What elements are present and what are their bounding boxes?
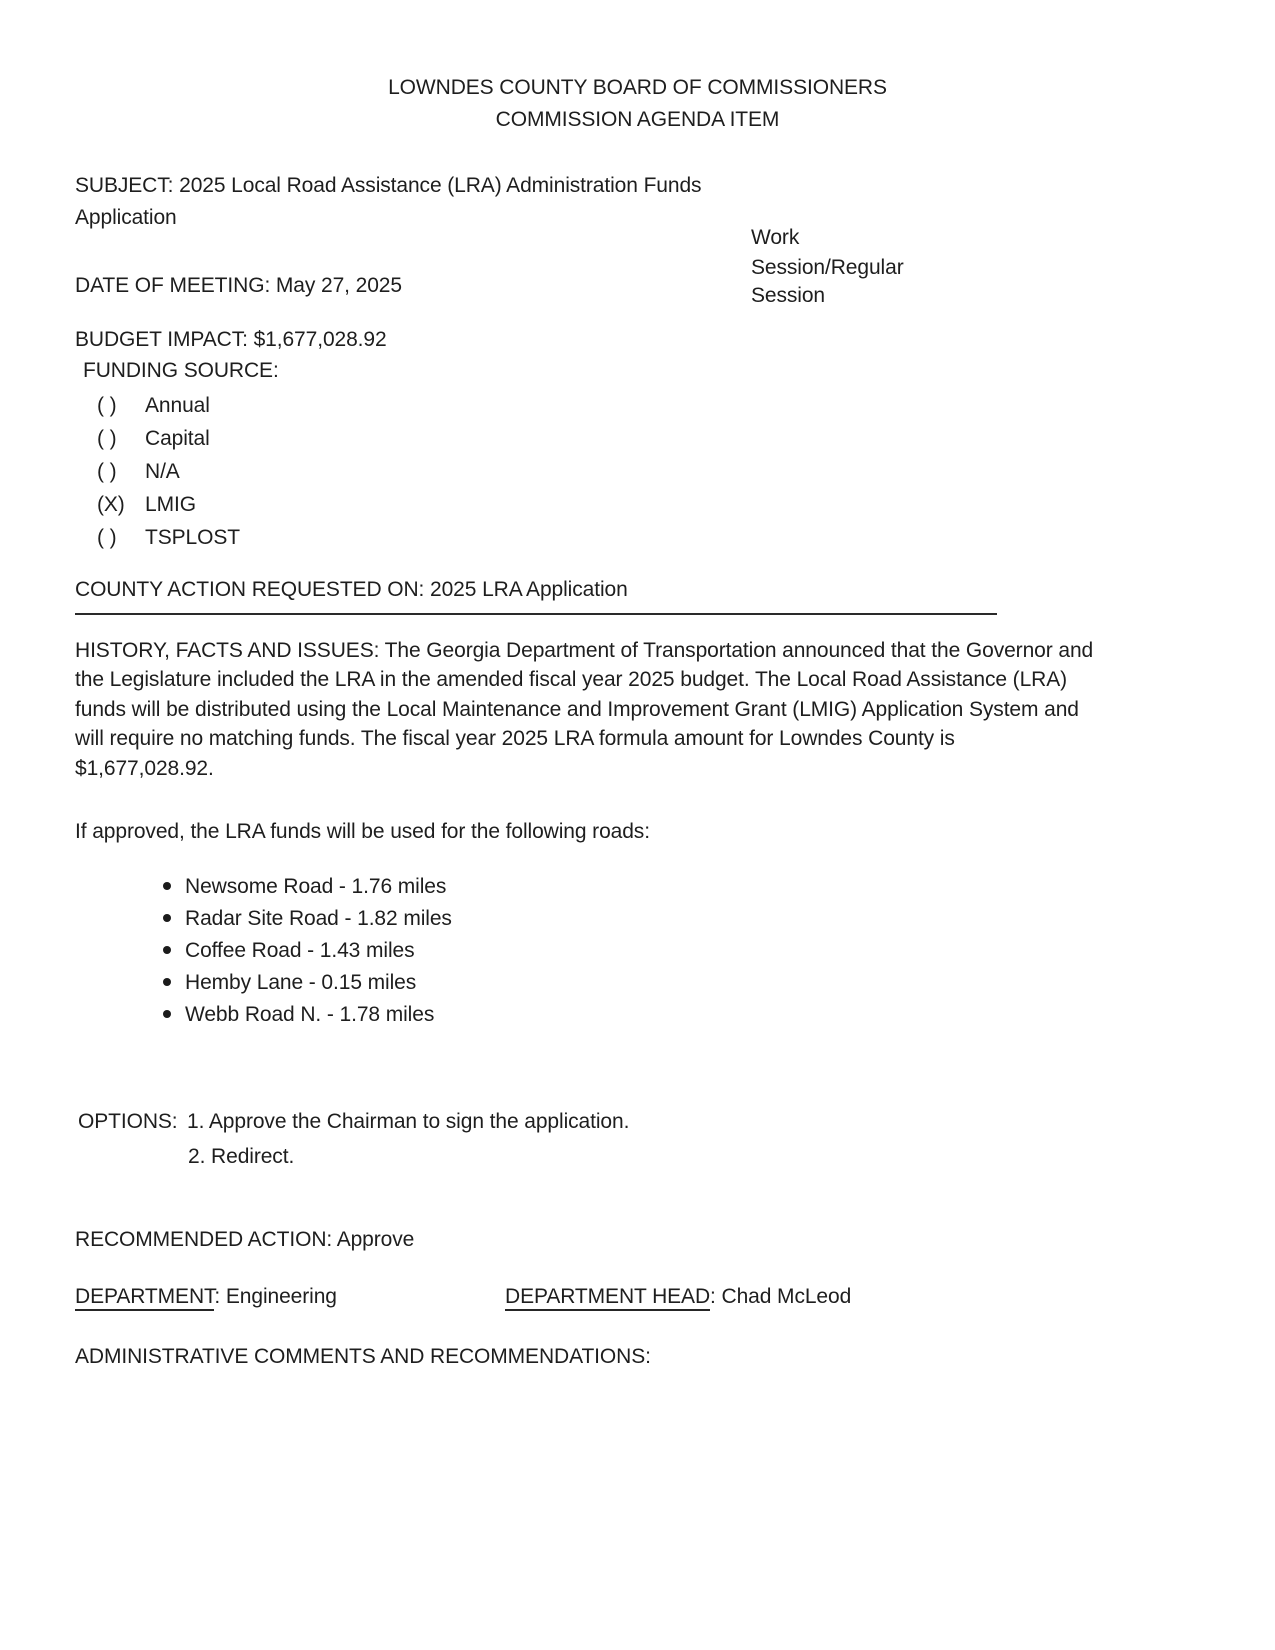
funding-option-capital [97,426,210,452]
county-action-requested: COUNTY ACTION REQUESTED ON: 2025 LRA Application [75,578,628,601]
bullet-icon [163,946,171,954]
road-item-text: Hemby Lane - 0.15 miles [185,971,417,994]
department-head-label: DEPARTMENT HEAD [505,1285,710,1311]
department-head-field [505,1284,851,1310]
checkbox-mark: ( ) [97,427,117,450]
department-value: : Engineering [214,1285,337,1308]
department-label: DEPARTMENT [75,1285,214,1311]
road-list-item [163,938,415,964]
road-list-item [163,970,416,996]
funding-source-label: FUNDING SOURCE: [83,359,279,382]
document-title-line1: LOWNDES COUNTY BOARD OF COMMISSIONERS [388,76,887,99]
history-paragraph-line5: $1,677,028.92. [75,757,214,780]
bullet-icon [163,914,171,922]
funding-option-label: Annual [145,394,210,417]
road-list-item [163,906,452,932]
road-item-text: Radar Site Road - 1.82 miles [185,907,452,930]
funding-option-na [97,459,180,485]
history-paragraph-line1: HISTORY, FACTS AND ISSUES: The Georgia Department of Transportation announced that the Governor and [75,639,1094,662]
administrative-comments-heading: ADMINISTRATIVE COMMENTS AND RECOMMENDATIONS: [75,1345,651,1368]
checkbox-mark: ( ) [97,526,117,549]
session-type-line1: Work [751,226,800,249]
subject-line1: SUBJECT: 2025 Local Road Assistance (LRA) Administration Funds [75,174,702,197]
bullet-icon [163,1010,171,1018]
road-item-text: Webb Road N. - 1.78 miles [185,1003,435,1026]
funding-option-annual [97,393,210,419]
funding-option-label: LMIG [145,493,196,516]
bullet-icon [163,882,171,890]
county-action-underline [75,613,997,615]
funding-option-label: Capital [145,427,210,450]
funding-option-tsplost [97,525,240,551]
history-paragraph-line4: will require no matching funds. The fiscal year 2025 LRA formula amount for Lowndes County is [75,727,955,750]
options-label: OPTIONS: [78,1110,178,1133]
road-item-text: Coffee Road - 1.43 miles [185,939,415,962]
bullet-icon [163,978,171,986]
date-of-meeting: DATE OF MEETING: May 27, 2025 [75,274,402,297]
session-type-line2: Session/Regular [751,256,904,279]
road-list-item [163,874,446,900]
funding-option-lmig [97,492,196,518]
department-head-value: : Chad McLeod [710,1285,852,1308]
recommended-action: RECOMMENDED ACTION: Approve [75,1228,415,1251]
funding-option-label: N/A [145,460,180,483]
document-title-line2: COMMISSION AGENDA ITEM [495,108,780,131]
history-paragraph-line3: funds will be distributed using the Local Maintenance and Improvement Grant (LMIG) Application System and [75,698,1079,721]
road-list-item [163,1002,434,1028]
road-item-text: Newsome Road - 1.76 miles [185,875,447,898]
department-field [75,1284,337,1310]
roads-intro: If approved, the LRA funds will be used for the following roads: [75,820,650,843]
budget-impact: BUDGET IMPACT: $1,677,028.92 [75,328,387,351]
funding-option-label: TSPLOST [145,526,240,549]
history-paragraph-line2: the Legislature included the LRA in the amended fiscal year 2025 budget. The Local Road Assistance (LRA) [75,668,1068,691]
checkbox-mark: ( ) [97,394,117,417]
options-item-1: 1. Approve the Chairman to sign the application. [187,1110,630,1133]
options-item-2: 2. Redirect. [188,1145,295,1168]
checkbox-mark-checked: (X) [97,493,125,516]
subject-line2: Application [75,206,177,229]
checkbox-mark: ( ) [97,460,117,483]
session-type-line3: Session [751,284,826,307]
